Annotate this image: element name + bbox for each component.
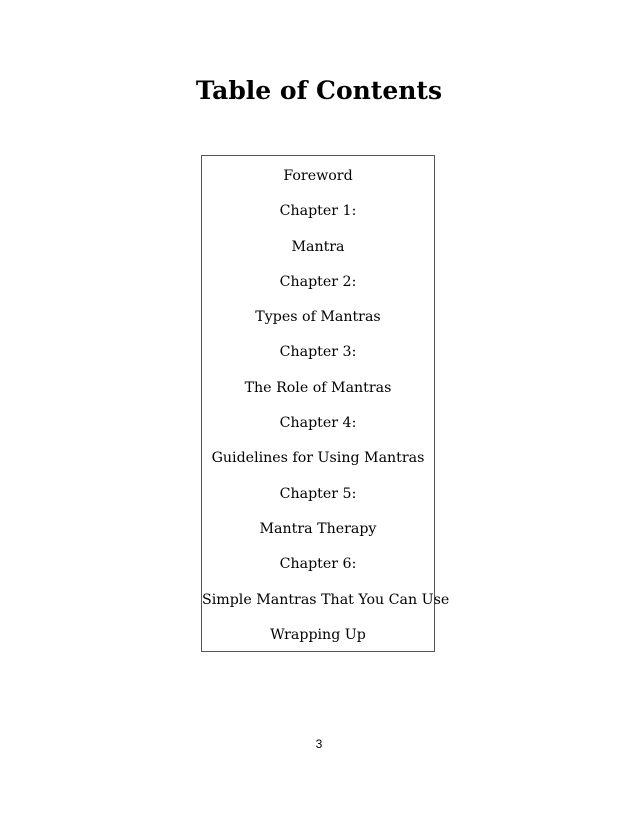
toc-item-chapter-3-title: The Role of Mantras <box>244 379 392 396</box>
toc-item-chapter-4-heading: Chapter 4: <box>279 415 357 432</box>
toc-item-chapter-3-heading: Chapter 3: <box>279 344 357 361</box>
page-title: Table of Contents <box>195 76 443 105</box>
toc-list <box>202 163 450 657</box>
toc-item-chapter-4-title: Guidelines for Using Mantras <box>211 450 425 467</box>
toc-item-chapter-2-title: Types of Mantras <box>255 309 381 326</box>
toc-item-wrapping-up: Wrapping Up <box>270 626 366 643</box>
table-of-contents-box <box>201 155 450 652</box>
toc-item-chapter-2-heading: Chapter 2: <box>279 273 357 290</box>
toc-item-chapter-5-title: Mantra Therapy <box>259 520 377 537</box>
toc-item-chapter-6-title: Simple Mantras That You Can Use <box>202 591 450 608</box>
toc-item-chapter-5-heading: Chapter 5: <box>279 485 357 502</box>
toc-item-chapter-1-title: Mantra <box>291 238 345 255</box>
page-number: 3 <box>315 737 323 751</box>
toc-item-chapter-6-heading: Chapter 6: <box>279 556 357 573</box>
toc-item-foreword: Foreword <box>283 168 353 184</box>
toc-item-chapter-1-heading: Chapter 1: <box>279 203 357 220</box>
